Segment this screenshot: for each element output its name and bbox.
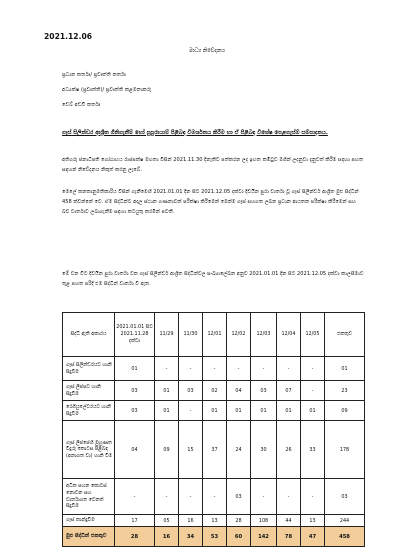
row-label: අධික පහන කොටස් නොවන සහ වාර්තාගත වෙනත් සිදුවීම — [63, 479, 115, 515]
table-cell: 03 — [115, 381, 155, 401]
header-cell: 11/29 — [155, 313, 179, 357]
document-title: මාධ්‍ය නිවේදනය — [189, 48, 225, 54]
table-header-row — [63, 313, 365, 357]
headline: ගෑස් සිලින්ඩර ආශ්‍රිත ගිනිගැනීම් හෝ පුපුරායාම් පිළිබඳ විමර්ශනය කිරීම හා ඒ පිළිබඳ විශේෂ පෙළගැස්ම් සම්පාදනය. — [62, 130, 328, 136]
total-label: මුළු සිද්ධීන් එකතුව — [63, 527, 115, 547]
table-cell: 09 — [155, 421, 179, 479]
table-cell: 09 — [325, 401, 365, 421]
row-label: ගෑස් ලීප්පට හානි සිදුවීම — [63, 381, 115, 401]
table-cell: 01 — [325, 357, 365, 381]
addressee-line-3: වෙබ් අඩවි කර්තෘ — [62, 102, 101, 108]
table-cell: 02 — [203, 381, 227, 401]
row-label: ගෑස් කාන්දුවීම — [63, 515, 115, 527]
total-cell: 78 — [277, 527, 301, 547]
table-cell: - — [277, 479, 301, 515]
total-cell: 458 — [325, 527, 365, 547]
table-cell: - — [203, 357, 227, 381]
table-row — [63, 479, 365, 515]
table-cell: - — [301, 479, 325, 515]
header-cell: 12/01 — [203, 313, 227, 357]
table-cell: 03 — [179, 381, 203, 401]
table-cell: - — [155, 479, 179, 515]
table-cell: 37 — [203, 421, 227, 479]
addressee-line-2: අධ්‍යක්ෂ (ප්‍රවෘත්ති)/ ප්‍රවෘත්ති කළමනාකරු — [62, 87, 152, 93]
table-cell: 17 — [115, 515, 155, 527]
table-cell: - — [227, 357, 251, 381]
table-cell: 178 — [325, 421, 365, 479]
table-cell: 01 — [301, 401, 325, 421]
header-cell: 12/02 — [227, 313, 251, 357]
header-cell: 12/04 — [277, 313, 301, 357]
table-cell: 15 — [179, 421, 203, 479]
table-cell: 03 — [115, 401, 155, 421]
total-row — [63, 527, 365, 547]
total-cell: 142 — [251, 527, 277, 547]
total-cell: 47 — [301, 527, 325, 547]
table-cell: 108 — [251, 515, 277, 527]
table-cell: - — [277, 357, 301, 381]
table-cell: - — [301, 357, 325, 381]
header-cell: 12/03 — [251, 313, 277, 357]
header-cell: 12/05 — [301, 313, 325, 357]
table-cell: 13 — [301, 515, 325, 527]
incident-table — [62, 312, 365, 547]
row-label: ගෑස් ලීප්පේහි මුහුණත විදුරු කොටස පිළිබඳ (අනාගත වා) හානි වීම — [63, 421, 115, 479]
table-cell: 33 — [301, 421, 325, 479]
table-cell: - — [251, 357, 277, 381]
header-cell: 2021.01.01 සිට 2021.11.28 දක්වා — [115, 313, 155, 357]
paragraph-3: මේ වන විට දිවයින පුරා වාර්තා වන ගෑස් සිලින්ඩර් ආශ්‍රිත සිද්ධීන්වල සංඛ්‍යාලේඛන අනුව 2021.01.01 දින සිට 2021.12.05 දක්වා කාලසීමාව තුළ පහත පරිදි එම සිද්ධීන් වාර්තා වී ඇත. — [62, 271, 364, 287]
table-cell: 01 — [155, 381, 179, 401]
table-cell: 04 — [227, 381, 251, 401]
table-cell: 16 — [179, 515, 203, 527]
table-cell: - — [115, 479, 155, 515]
table-cell: 13 — [203, 515, 227, 527]
table-row — [63, 515, 365, 527]
table-cell: 01 — [115, 357, 155, 381]
table-row — [63, 357, 365, 381]
table-cell: - — [179, 479, 203, 515]
document-date: 2021.12.06 — [44, 32, 93, 41]
total-cell: 34 — [179, 527, 203, 547]
table-cell: 24 — [227, 421, 251, 479]
paragraph-1: අතිගරු ජනාධිපති ගෝඨාභය රාජපක්ෂ මහතා විසින් 2021.11.30 දිනැතිව පත්කරන ලද ඉහත කමිටුව මගින් ලදනුවා දැනුවත් කිරීම සඳහා පහත සඳහන් නිවේදනය නිකුත් කරනු ලැබේ. — [62, 157, 364, 173]
total-cell: 28 — [115, 527, 155, 547]
total-cell: 16 — [155, 527, 179, 547]
table-cell: 03 — [251, 381, 277, 401]
table-cell: - — [155, 357, 179, 381]
table-cell: 01 — [251, 401, 277, 421]
table-cell: 26 — [277, 421, 301, 479]
table-row — [63, 401, 365, 421]
table-cell: 01 — [203, 401, 227, 421]
table-cell: - — [301, 381, 325, 401]
table-cell: 01 — [277, 401, 301, 421]
table-cell: 04 — [115, 421, 155, 479]
header-cell: සිද්ධි ඇති අකාරය — [63, 313, 115, 357]
table-cell: - — [203, 479, 227, 515]
table-cell: 01 — [155, 401, 179, 421]
table-row — [63, 421, 365, 479]
header-cell: 11/30 — [179, 313, 203, 357]
table-cell: 23 — [325, 381, 365, 401]
total-cell: 60 — [227, 527, 251, 547]
table-cell: 05 — [155, 515, 179, 527]
total-cell: 53 — [203, 527, 227, 547]
table-cell: 244 — [325, 515, 365, 527]
table-cell: 03 — [325, 479, 365, 515]
table-cell: 03 — [227, 479, 251, 515]
table-cell: - — [179, 357, 203, 381]
table-cell: 01 — [227, 401, 251, 421]
table-row — [63, 381, 365, 401]
header-cell: එකතුව — [325, 313, 365, 357]
table-cell: 28 — [227, 515, 251, 527]
table-cell: 07 — [277, 381, 301, 401]
addressee-line-1: ප්‍රධාන කර්තෘ/ ප්‍රවෘත්ති කර්තෘ — [62, 72, 126, 78]
table-cell: - — [251, 479, 277, 515]
row-label: ගෑස් සිලින්ඩරයට හානි සිදුවීම — [63, 357, 115, 381]
row-label: රෙගියුලේටරයට හානි සිදුවීම — [63, 401, 115, 421]
paragraph-2: මෙලේ කනකානුමතිකාරිය විසින් ගැනීමෙහි 2021.01.01 දින සිට 2021.12.05 දක්වා දිවයින පුරා වාර්තා වූ ගෑස් සිලින්ඩර් ආශ්‍රිත මුළු සිද්ධීන් 458 ක්වන්නේ වෙ. ඒම සිද්ධීන්ට අදාල ස්ථාන ගණනාවක් පරීක්ෂා කිරීමෙන් මෙන්ම ගෑස් සහගත ලබන ප්‍රධාන ආයතන පරීක්ෂා කිරීමෙන් සහ බව වාර්තාව ලබාගැනීම සඳහා කටයුතු කරමින් පවතී. — [62, 189, 359, 215]
table-cell: - — [179, 401, 203, 421]
table-cell: 44 — [277, 515, 301, 527]
table-cell: 30 — [251, 421, 277, 479]
